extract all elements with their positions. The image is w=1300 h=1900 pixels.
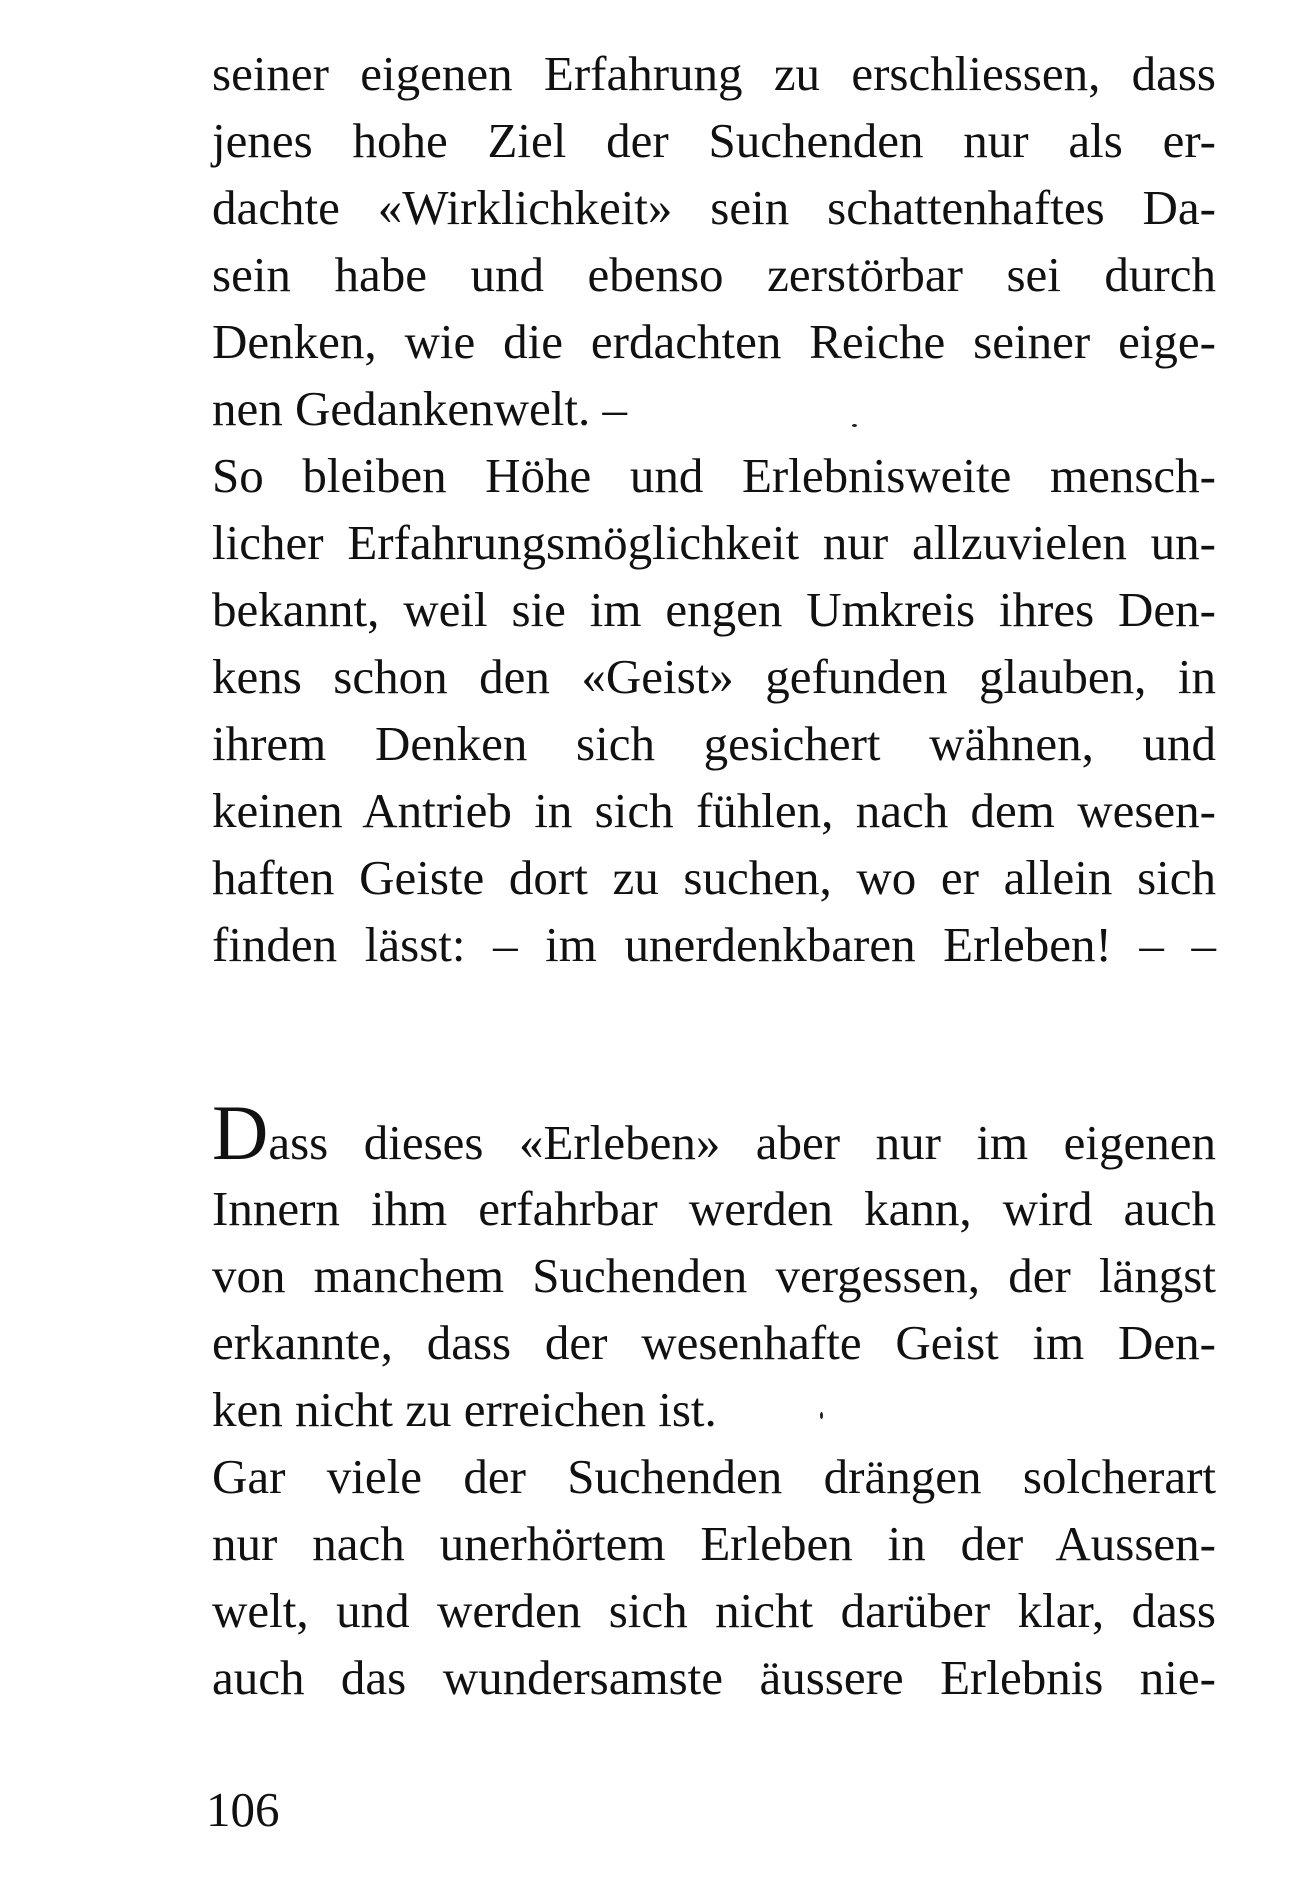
text-line: keinen Antrieb in sich fühlen, nach dem wesen- [212,783,1216,838]
text-line: haften Geiste dort zu suchen, wo er allein sich [212,850,1216,905]
text-line-with-dropcap [212,1089,1216,1176]
text-line: auch das wundersamste äussere Erlebnis nie- [212,1650,1216,1705]
text-line: erkannte, dass der wesenhafte Geist im Den- [212,1315,1216,1370]
text-line: bekannt, weil sie im engen Umkreis ihres Den- [212,582,1216,637]
text-line: kens schon den «Geist» gefunden glauben, in [212,649,1216,704]
print-speck [852,424,857,427]
text-line-rest: ass dieses «Erleben» aber nur im eigenen [268,1115,1216,1170]
text-line: dachte «Wirklichkeit» sein schattenhaftes Da- [212,180,1216,235]
print-speck [820,1412,823,1419]
text-line: jenes hohe Ziel der Suchenden nur als er- [212,113,1216,168]
text-line: Denken, wie die erdachten Reiche seiner eige- [212,314,1216,369]
text-line: sein habe und ebenso zerstörbar sei durch [212,247,1216,302]
text-line: nen Gedankenwelt. – [212,381,627,436]
text-line: Innern ihm erfahrbar werden kann, wird auch [212,1181,1216,1236]
text-line: finden lässt: – im unerdenkbaren Erleben! – – [212,917,1216,972]
paragraph-block-2 [212,1089,1216,1711]
text-line: ken nicht zu erreichen ist. [212,1382,717,1437]
text-line: ihrem Denken sich gesichert wähnen, und [212,716,1216,771]
text-line: Gar viele der Suchenden drängen solcherart [212,1449,1216,1504]
text-line: welt, und werden sich nicht darüber klar, dass [212,1583,1216,1638]
text-line: von manchem Suchenden vergessen, der längst [212,1248,1216,1303]
text-line: licher Erfahrungsmöglichkeit nur allzuvielen un- [212,515,1216,570]
text-line: nur nach unerhörtem Erleben in der Aussen- [212,1516,1216,1571]
page-number: 106 [206,1782,280,1837]
text-line: So bleiben Höhe und Erlebnisweite mensch- [212,448,1216,503]
text-line: seiner eigenen Erfahrung zu erschliessen, dass [212,46,1216,101]
paragraph-block-1 [212,40,1216,978]
drop-cap: D [212,1089,269,1176]
